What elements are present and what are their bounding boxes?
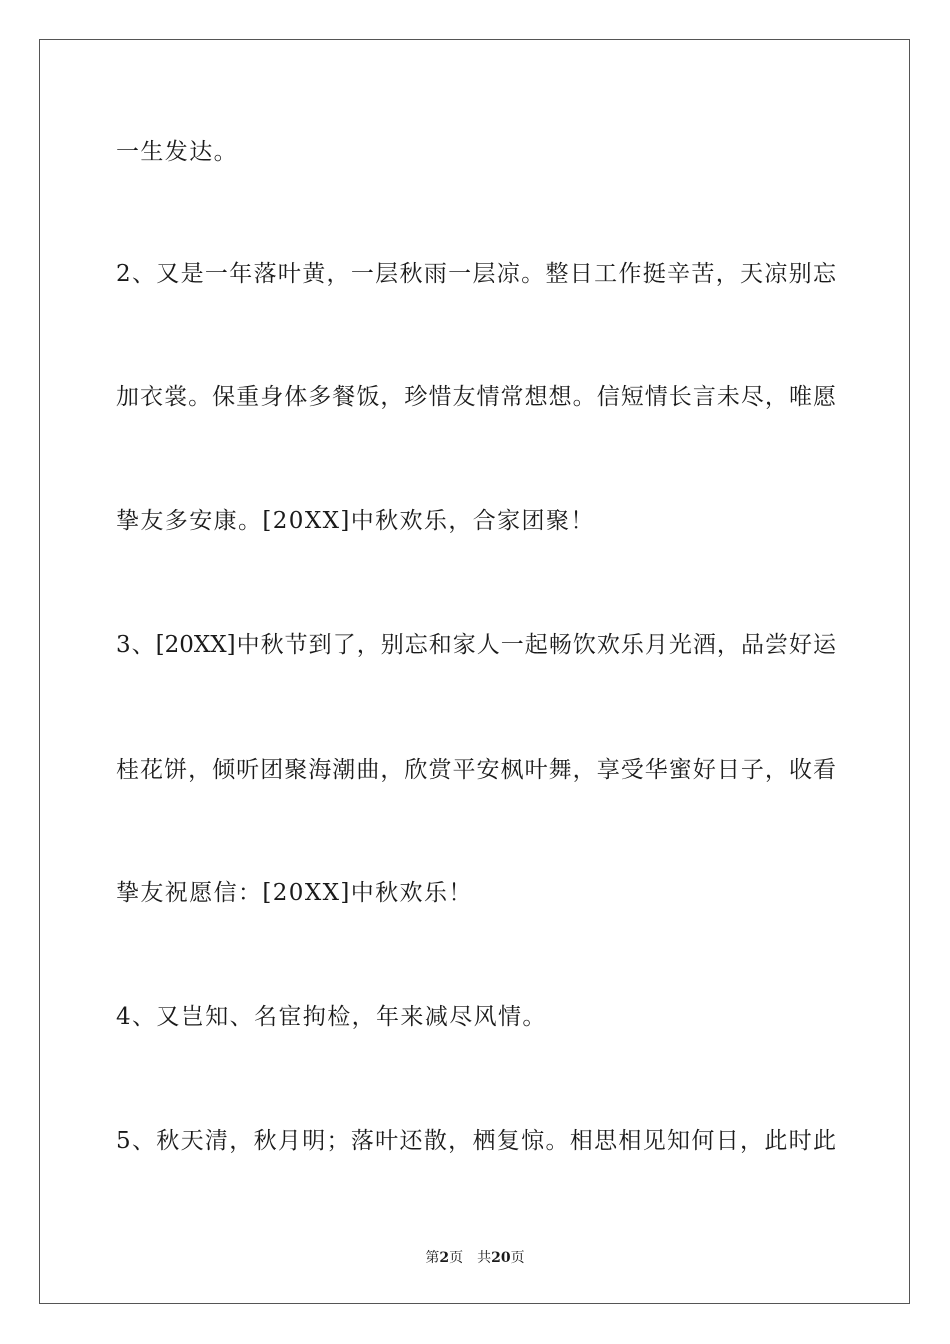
- page-prefix: 第: [425, 1250, 440, 1266]
- text-line-2: 2、又是一年落叶黄，一层秋雨一层凉。整日工作挺辛苦，天凉别忘: [116, 261, 836, 287]
- page-border: [39, 39, 910, 1304]
- text-line-8: 4、又岂知、名宦拘检，年来减尽风情。: [116, 1004, 547, 1030]
- total-suffix: 页: [510, 1250, 525, 1266]
- page-number: 2: [439, 1250, 450, 1266]
- text-line-4: 挚友多安康。[20XX]中秋欢乐，合家团聚！: [116, 508, 595, 534]
- text-line-3: 加衣裳。保重身体多餐饭，珍惜友情常想想。信短情长言未尽，唯愿: [116, 384, 836, 410]
- total-pages: 20: [491, 1250, 511, 1266]
- text-line-7: 挚友祝愿信：[20XX]中秋欢乐！: [116, 880, 473, 906]
- text-line-1: 一生发达。: [116, 139, 238, 165]
- page-footer: [0, 1247, 950, 1267]
- text-line-5: 3、[20XX]中秋节到了，别忘和家人一起畅饮欢乐月光酒，品尝好运: [116, 632, 836, 658]
- text-line-9: 5、秋天清，秋月明；落叶还散，栖复惊。相思相见知何日，此时此: [116, 1128, 836, 1154]
- text-line-6: 桂花饼，倾听团聚海潮曲，欣赏平安枫叶舞，享受华蜜好日子，收看: [116, 757, 836, 783]
- page-suffix: 页: [449, 1250, 464, 1266]
- total-prefix: 共: [477, 1250, 492, 1266]
